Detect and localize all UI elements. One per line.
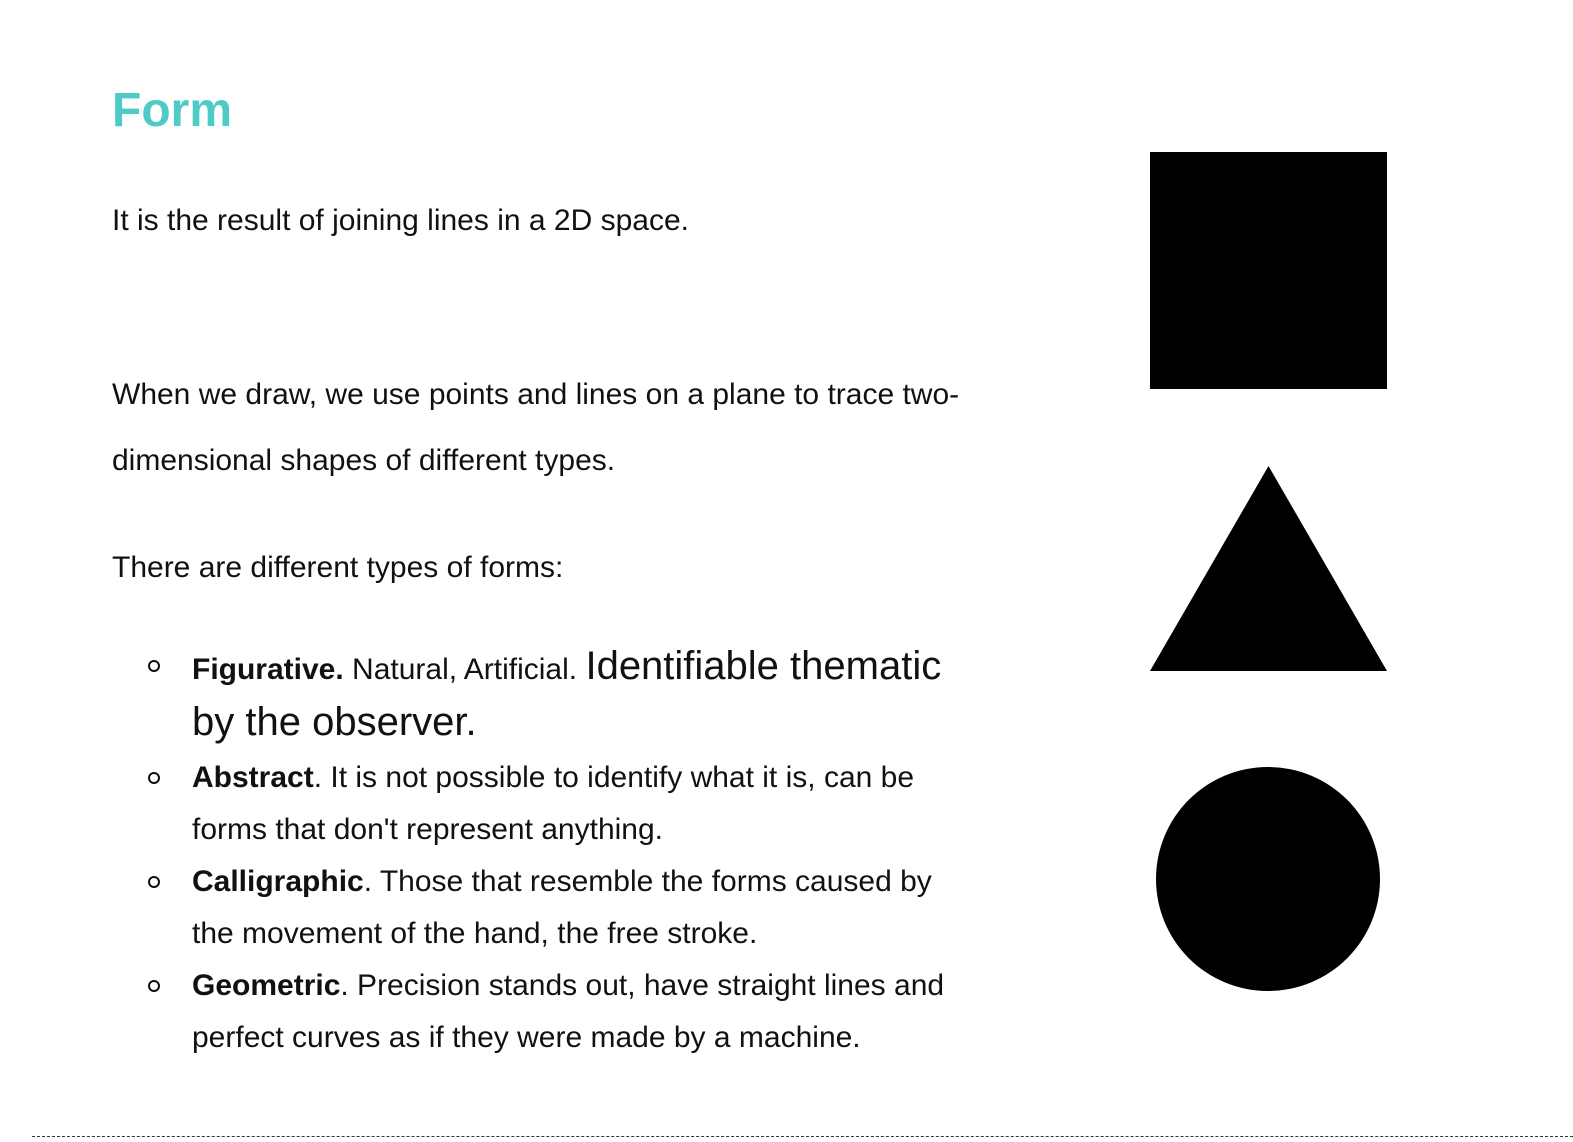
drawing-paragraph: When we draw, we use points and lines on a plane to trace two-dimensional shapes of different types. xyxy=(112,378,960,477)
page-title: Form xyxy=(112,84,232,137)
hollow-circle-bullet-icon xyxy=(148,772,160,784)
intro-paragraph: It is the result of joining lines in a 2D space. xyxy=(112,204,689,237)
circle-shape xyxy=(1156,767,1380,991)
hollow-circle-bullet-icon xyxy=(148,876,160,888)
description-calligraphic: . Those that resemble the forms caused by the movement of the hand, the free stroke. xyxy=(192,865,932,950)
hollow-circle-bullet-icon xyxy=(148,980,160,992)
description-figurative: Natural, Artificial. xyxy=(343,653,586,686)
page-bottom-divider xyxy=(32,1136,1573,1137)
list-item-geometric xyxy=(112,960,972,1064)
term-calligraphic: Calligraphic xyxy=(192,865,364,898)
description-abstract: . It is not possible to identify what it is, can be forms that don't represent anything. xyxy=(192,761,915,846)
types-intro-paragraph: There are different types of forms: xyxy=(112,551,564,584)
term-geometric: Geometric xyxy=(192,969,341,1002)
description-figurative-large: Identifiable thematic by the observer. xyxy=(192,644,942,744)
list-item-calligraphic xyxy=(112,856,972,960)
form-types-list xyxy=(112,640,972,1064)
list-item-figurative xyxy=(112,640,972,752)
square-shape xyxy=(1150,152,1387,389)
term-figurative: Figurative. xyxy=(192,653,344,686)
hollow-circle-bullet-icon xyxy=(148,660,160,672)
description-geometric: . Precision stands out, have straight lines and perfect curves as if they were made by a machine. xyxy=(192,969,945,1054)
triangle-shape xyxy=(1150,466,1387,671)
term-abstract: Abstract xyxy=(192,761,314,794)
list-item-abstract xyxy=(112,752,972,856)
